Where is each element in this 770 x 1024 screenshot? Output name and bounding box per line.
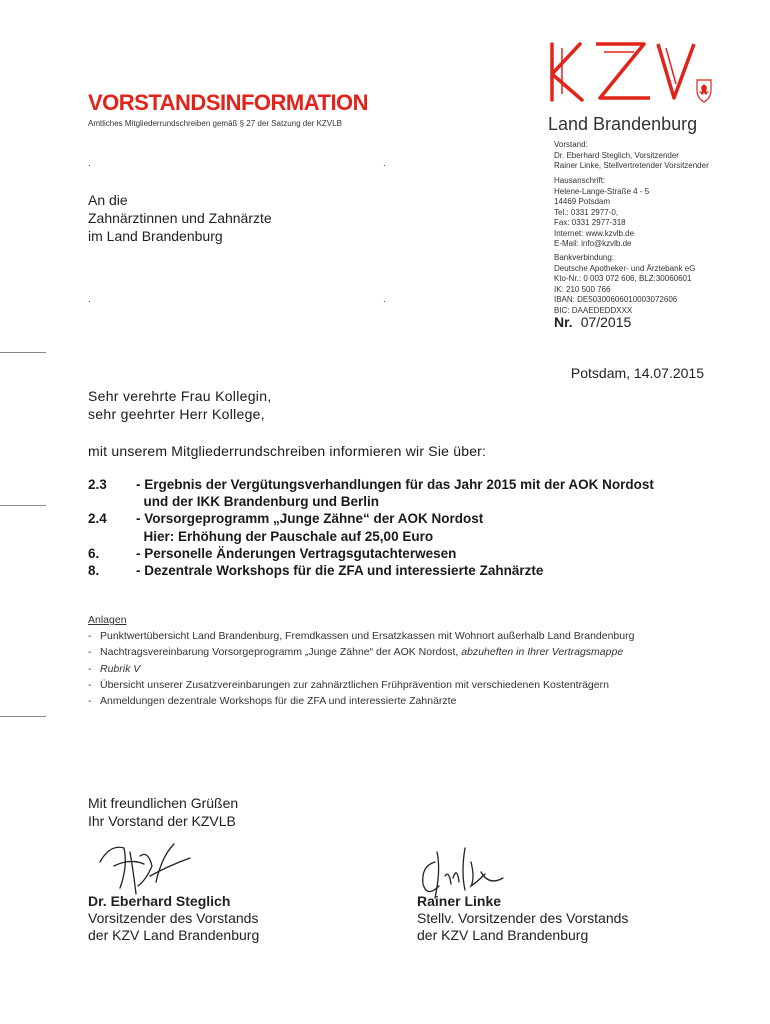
board-heading: Vorstand: <box>554 140 588 149</box>
topic-line: - Ergebnis der Vergütungsverhandlungen für das Jahr 2015 mit der AOK Nordost <box>136 477 654 492</box>
phone: Tel.: 0331 2977-0, <box>554 207 619 217</box>
brandenburg-eagle-icon <box>697 80 711 102</box>
signatory-org: der KZV Land Brandenburg <box>88 927 260 943</box>
salutation-line: Sehr verehrte Frau Kollegin, <box>88 388 272 404</box>
address-window-mark: . <box>88 158 91 169</box>
signatory-role: Vorsitzender des Vorstands <box>88 910 259 926</box>
attachment-note: Rubrik V <box>100 662 141 675</box>
street: Helene-Lange-Straße 4 - 5 <box>554 186 650 196</box>
document-subtitle: Amtliches Mitgliederrundschreiben gemäß § 27 der Satzung der KZVLB <box>88 119 342 128</box>
bank-name: Deutsche Apotheker- und Ärztebank eG <box>554 263 696 273</box>
attachment-item: - Übersicht unserer Zusatzvereinbarungen zur zahnärztlichen Frühprävention mit verschiedenen Kostenträgern <box>88 677 728 693</box>
account-number: Kto-Nr.: 0 003 072 606, BLZ:30060601 <box>554 274 692 283</box>
board-info <box>554 140 709 172</box>
letter-date: Potsdam, 14.07.2015 <box>570 365 704 381</box>
signatory-org: der KZV Land Brandenburg <box>417 927 589 943</box>
topic-list <box>88 476 696 579</box>
attachment-item: - Anmeldungen dezentrale Workshops für die ZFA und interessierte Zahnärzte <box>88 693 728 709</box>
topic-line: und der IKK Brandenburg und Berlin <box>136 494 379 510</box>
intro-text: mit unserem Mitgliederrundschreiben informieren wir Sie über: <box>88 443 487 459</box>
topic-text: - Personelle Änderungen Vertragsgutachterwesen <box>136 545 457 561</box>
ik-number: IK: 210 500 766 <box>554 284 611 294</box>
topic-number: 2.4 <box>88 511 107 527</box>
bank-details <box>554 253 695 316</box>
signatory-name: Rainer Linke <box>417 893 502 909</box>
kzv-wordmark-icon <box>546 38 716 138</box>
issue-number-value: 07/2015 <box>580 314 632 330</box>
steglich-signature-icon <box>90 836 200 898</box>
topic-line: Hier: Erhöhung der Pauschale auf 25,00 Euro <box>136 528 434 544</box>
topic-item <box>88 476 696 510</box>
topic-item <box>88 545 696 562</box>
fold-mark <box>0 352 46 353</box>
signatory-steglich <box>88 893 259 944</box>
signatory-role: Stellv. Vorsitzender des Vorstands <box>417 910 629 926</box>
board-member: Rainer Linke, Stellvertretender Vorsitzender <box>554 161 709 170</box>
punch-mark <box>0 505 46 506</box>
closing <box>88 794 238 830</box>
addressee-line: Zahnärztinnen und Zahnärzte <box>88 210 272 226</box>
logo-region-text: Land Brandenburg <box>548 114 698 134</box>
attachments-heading: Anlagen <box>88 614 127 626</box>
issue-number-label: Nr. <box>554 314 573 330</box>
fax: Fax: 0331 2977-318 <box>554 218 626 227</box>
attachment-text: Nachtragsvereinbarung Vorsorgeprogramm „Junge Zähne“ der AOK Nordost, <box>100 646 459 659</box>
addressee-block <box>88 191 272 245</box>
topic-number: 8. <box>88 563 100 579</box>
topic-number: 2.3 <box>88 477 107 492</box>
document-title: VORSTANDSINFORMATION <box>88 90 369 115</box>
topic-item <box>88 562 696 579</box>
topic-text <box>136 510 696 544</box>
topic-item <box>88 510 696 544</box>
signatory-linke <box>417 893 628 944</box>
board-member: Dr. Eberhard Steglich, Vorsitzender <box>554 150 679 160</box>
bic: BIC: DAAEDEDDXXX <box>554 305 633 315</box>
topic-text <box>136 476 696 510</box>
closing-line: Ihr Vorstand der KZVLB <box>88 813 236 829</box>
address-window-mark: . <box>383 294 386 305</box>
address-heading: Hausanschrift: <box>554 176 606 185</box>
attachment-continuation <box>88 661 728 677</box>
city: 14469 Potsdam <box>554 197 611 206</box>
addressee-line: im Land Brandenburg <box>88 228 223 244</box>
signatory-name: Dr. Eberhard Steglich <box>88 893 231 909</box>
topic-number: 6. <box>88 545 100 561</box>
kzv-logo <box>546 38 716 138</box>
attachments <box>88 612 728 709</box>
attachment-note: abzuheften in Ihrer Vertragsmappe <box>461 646 624 659</box>
email: E-Mail: info@kzvlb.de <box>554 239 632 248</box>
attachment-item: - Punktwertübersicht Land Brandenburg, Fremdkassen und Ersatzkassen mit Wohnort außerhalb Land Brandenburg <box>88 628 728 644</box>
bank-heading: Bankverbindung: <box>554 253 615 262</box>
topic-text: - Dezentrale Workshops für die ZFA und interessierte Zahnärzte <box>136 563 544 579</box>
iban: IBAN: DE50300606010003072606 <box>554 295 678 304</box>
address-window-mark: . <box>88 294 91 305</box>
closing-line: Mit freundlichen Grüßen <box>88 795 239 811</box>
salutation <box>88 387 272 423</box>
postal-address <box>554 176 649 250</box>
website: Internet: www.kzvlb.de <box>554 228 635 238</box>
issue-number <box>554 314 631 330</box>
salutation-line: sehr geehrter Herr Kollege, <box>88 406 265 422</box>
addressee-line: An die <box>88 192 128 208</box>
address-window-mark: . <box>383 158 386 169</box>
fold-mark <box>0 716 46 717</box>
topic-line: - Vorsorgeprogramm „Junge Zähne“ der AOK Nordost <box>136 511 484 527</box>
attachment-item <box>88 644 728 660</box>
attachments-list <box>88 628 728 709</box>
